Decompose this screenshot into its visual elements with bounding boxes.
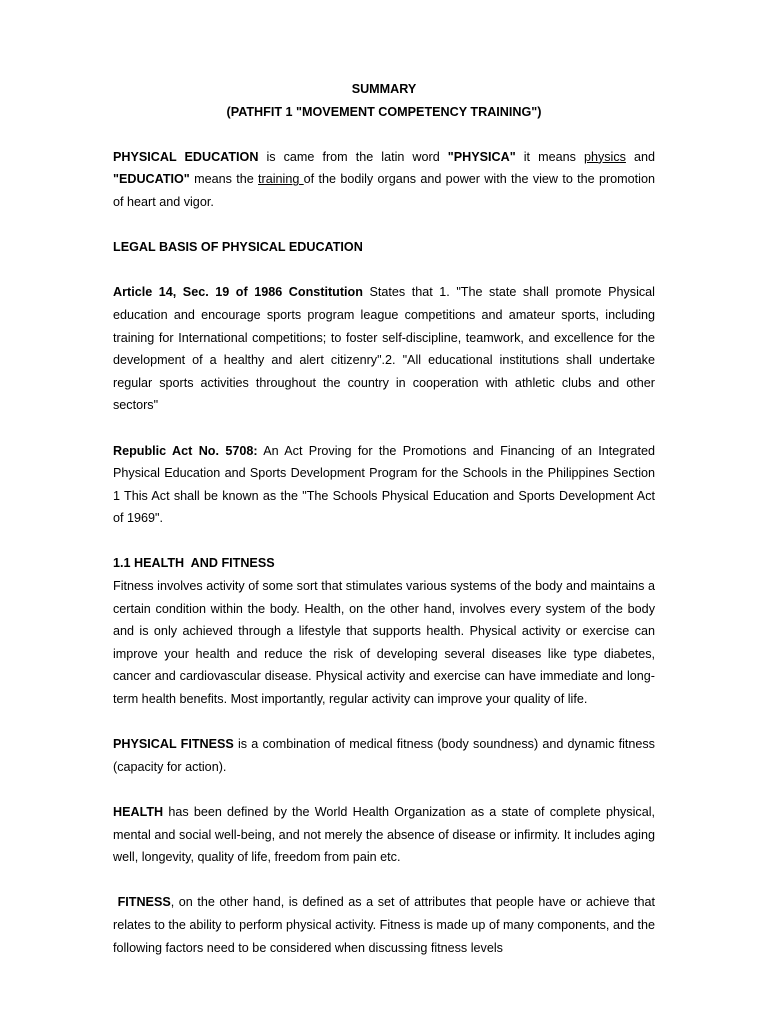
- article14-label: Article 14, Sec. 19 of 1986 Constitution: [113, 285, 363, 300]
- health-paragraph: [113, 801, 655, 869]
- ra5708-paragraph: [113, 440, 655, 530]
- health-term: HEALTH: [113, 805, 164, 819]
- training-link-text: training: [258, 172, 304, 187]
- document-subtitle: (PATHFIT 1 "MOVEMENT COMPETENCY TRAINING"): [226, 104, 542, 119]
- ra5708-label: Republic Act No. 5708:: [113, 443, 258, 458]
- health-fitness-heading: 1.1 HEALTH AND FITNESS: [113, 556, 275, 571]
- pe-text-1: is came from the latin word: [258, 149, 448, 164]
- fitness-term: FITNESS: [117, 895, 171, 910]
- health-fitness-paragraph: Fitness involves activity of some sort that stimulates various systems of the body and maintains a certain condition within the body. Health, on the other hand, involves every system of the body and is only achieved through a lifestyle that supports health. Physical activity or exercise can improve your health and reduce the risk of developing several diseases like type diabetes, cancer and cardiovascular disease. Physical activity and exercise can have immediate and long-term health benefits. Most importantly, regular activity can improve your quality of life.: [113, 579, 655, 707]
- article14-text: States that 1. "The state shall promote Physical education and encourage sports program league competitions and amateur sports, including training for International competitions; to foster self-discipline, teamwork, and excellence for the development of a healthy and alert citizenry".2. "All educational institutions shall undertake regular sports activities throughout the country in cooperation with athletic clubs and other sectors": [113, 285, 655, 413]
- educatio-word: "EDUCATIO": [113, 172, 190, 187]
- pe-text-4: means the: [189, 172, 259, 187]
- health-text: has been defined by the World Health Organization as a state of complete physical, mental and social well-being, and not merely the absence of disease or infirmity. It includes aging well, longevity, quality of life, freedom from pain etc.: [113, 805, 655, 865]
- physical-fitness-text: is a combination of medical fitness (body soundness) and dynamic fitness (capacity for action).: [113, 737, 655, 774]
- pe-text-3: and: [625, 149, 656, 164]
- pe-text-2: it means: [515, 149, 584, 164]
- article14-paragraph: [113, 281, 655, 417]
- fitness-paragraph: [113, 891, 655, 959]
- physics-link-text: physics: [583, 149, 626, 164]
- ra5708-text: An Act Proving for the Promotions and Financing of an Integrated Physical Education and Sports Development Program for the Schools in the Philippines Section 1 This Act shall be known as the "The Schools Physical Education and Sports Development Act of 1969".: [113, 443, 656, 526]
- fitness-text: , on the other hand, is defined as a set of attributes that people have or achieve that relates to the ability to perform physical activity. Fitness is made up of many components, and the following factors need to be considered when discussing fitness levels: [113, 895, 655, 955]
- pe-text-5: of the bodily organs and power with the view to the promotion of heart and vigor.: [113, 172, 655, 209]
- pe-term: PHYSICAL EDUCATION: [113, 149, 259, 164]
- document-title: SUMMARY: [351, 82, 417, 96]
- legal-basis-heading: LEGAL BASIS OF PHYSICAL EDUCATION: [113, 240, 363, 255]
- pe-definition-paragraph: [113, 146, 655, 214]
- document-body: [113, 78, 655, 959]
- physica-word: "PHYSICA": [447, 149, 516, 164]
- physical-fitness-term: PHYSICAL FITNESS: [113, 737, 234, 752]
- physical-fitness-paragraph: [113, 733, 655, 778]
